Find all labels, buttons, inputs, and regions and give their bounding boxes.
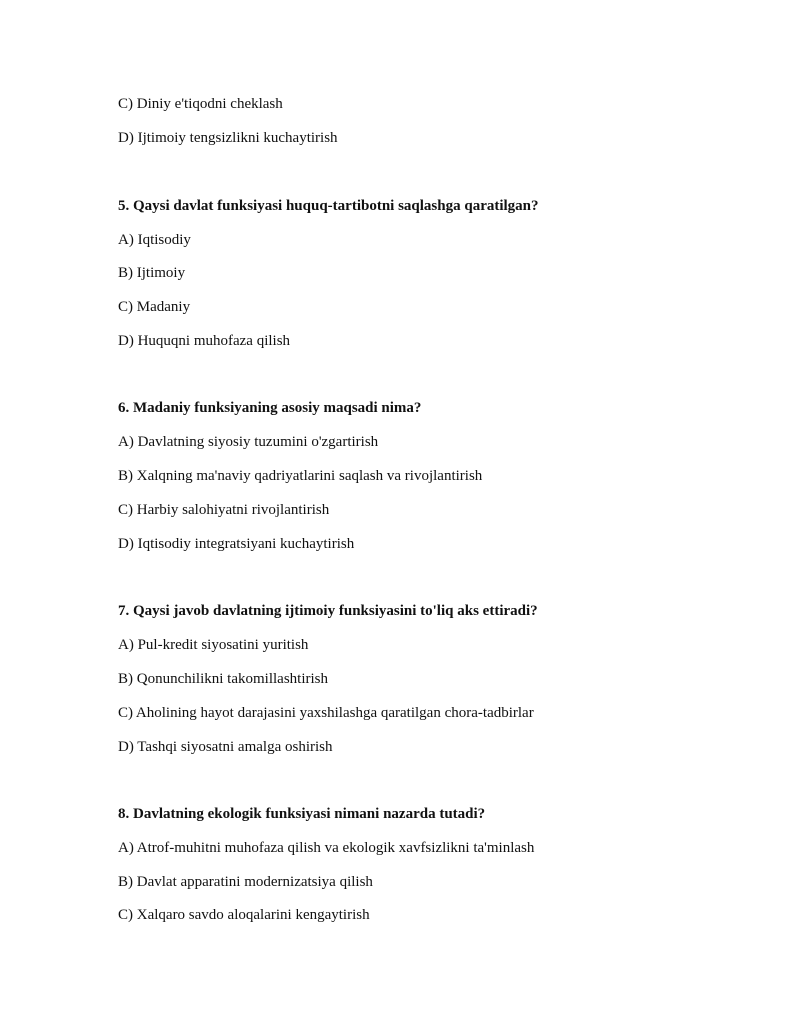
option-a: A) Atrof-muhitni muhofaza qilish va ekologik xavfsizlikni ta'minlash bbox=[118, 840, 535, 856]
option-b: B) Qonunchilikni takomillashtirish bbox=[118, 671, 328, 687]
option-c: C) Madaniy bbox=[118, 299, 191, 315]
option-a: A) Pul-kredit siyosatini yuritish bbox=[118, 637, 309, 653]
option-a: A) Davlatning siyosiy tuzumini o'zgartirish bbox=[118, 434, 379, 450]
option-b: B) Davlat apparatini modernizatsiya qilish bbox=[118, 874, 373, 890]
question-6: 6. Madaniy funksiyaning asosiy maqsadi nima? bbox=[118, 400, 422, 416]
option-c: C) Aholining hayot darajasini yaxshilashga qaratilgan chora-tadbirlar bbox=[118, 705, 534, 721]
option-c: C) Diniy e'tiqodni cheklash bbox=[118, 96, 283, 112]
option-d: D) Tashqi siyosatni amalga oshirish bbox=[118, 739, 333, 755]
question-7: 7. Qaysi javob davlatning ijtimoiy funksiyasini to'liq aks ettiradi? bbox=[118, 603, 538, 619]
option-d: D) Iqtisodiy integratsiyani kuchaytirish bbox=[118, 536, 355, 552]
option-c: C) Xalqaro savdo aloqalarini kengaytirish bbox=[118, 907, 370, 923]
option-b: B) Xalqning ma'naviy qadriyatlarini saqlash va rivojlantirish bbox=[118, 468, 483, 484]
question-5: 5. Qaysi davlat funksiyasi huquq-tartibotni saqlashga qaratilgan? bbox=[118, 198, 539, 214]
option-d: D) Ijtimoiy tengsizlikni kuchaytirish bbox=[118, 130, 338, 146]
option-a: A) Iqtisodiy bbox=[118, 232, 191, 248]
option-b: B) Ijtimoiy bbox=[118, 265, 186, 281]
option-c: C) Harbiy salohiyatni rivojlantirish bbox=[118, 502, 330, 518]
option-d: D) Huquqni muhofaza qilish bbox=[118, 333, 291, 349]
question-8: 8. Davlatning ekologik funksiyasi nimani nazarda tutadi? bbox=[118, 806, 486, 822]
